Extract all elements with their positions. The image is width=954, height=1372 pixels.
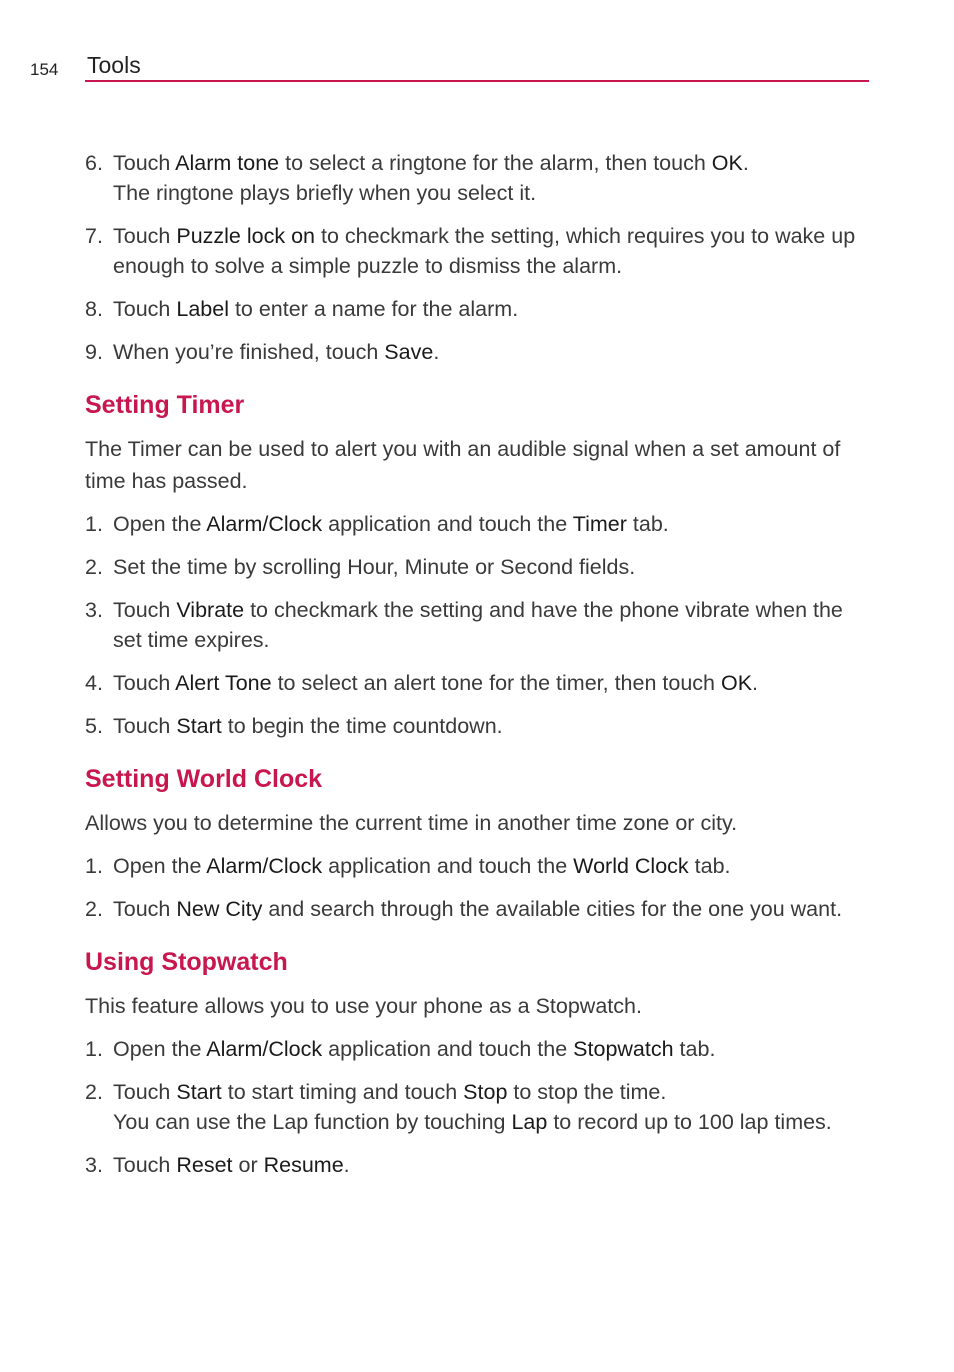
stopwatch-steps-list <box>85 1034 875 1180</box>
step-text: . <box>742 151 749 175</box>
step-number: 7. <box>85 224 103 248</box>
step-text: Touch <box>113 671 176 695</box>
ui-term: Reset <box>176 1153 233 1177</box>
page-header <box>30 52 869 84</box>
list-item <box>85 595 875 655</box>
section-title: Tools <box>87 52 141 78</box>
world-clock-steps-list <box>85 851 875 924</box>
step-text: to start timing and touch <box>221 1080 464 1104</box>
step-text: tab. <box>626 512 669 536</box>
header-rule <box>85 80 869 82</box>
step-text: Touch <box>113 1153 177 1177</box>
list-item <box>85 509 875 539</box>
ui-term: New City <box>176 897 263 921</box>
step-number: 8. <box>85 297 103 321</box>
world-clock-intro: Allows you to determine the current time in another time zone or city. <box>85 811 738 835</box>
step-number: 1. <box>85 512 103 536</box>
ui-term: Puzzle lock on <box>176 224 315 248</box>
step-text: . <box>343 1153 350 1177</box>
step-text: Touch <box>113 714 177 738</box>
ui-term: Alarm/Clock <box>206 854 323 878</box>
step-text: Set the time by scrolling Hour, Minute or Second fields. <box>113 555 636 579</box>
list-item <box>85 221 875 281</box>
ui-term: Timer <box>572 512 627 536</box>
list-item <box>85 711 875 741</box>
step-text: You can use the Lap function by touching <box>113 1110 512 1134</box>
list-item <box>85 1077 875 1137</box>
list-item <box>85 1150 875 1180</box>
ui-term: OK <box>720 671 753 695</box>
ui-term: OK <box>711 151 743 175</box>
step-text: . <box>433 340 440 364</box>
ui-term: Alarm tone <box>175 151 280 175</box>
step-note <box>113 1107 875 1137</box>
step-number: 3. <box>85 598 103 622</box>
ui-term: Alarm/Clock <box>206 512 323 536</box>
step-text: Touch <box>113 224 177 248</box>
step-text: to begin the time countdown. <box>221 714 503 738</box>
ui-term: Alert Tone <box>175 671 272 695</box>
step-number: 4. <box>85 671 103 695</box>
page-content <box>85 148 875 1193</box>
step-text: and search through the available cities for the one you want. <box>262 897 843 921</box>
list-item <box>85 337 875 367</box>
step-text: Touch <box>113 1080 177 1104</box>
step-text: Touch <box>113 897 177 921</box>
ui-term: Vibrate <box>176 598 245 622</box>
step-text: Open the <box>113 512 207 536</box>
list-item <box>85 1034 875 1064</box>
step-number: 6. <box>85 151 103 175</box>
step-number: 2. <box>85 1080 103 1104</box>
step-text: When you’re finished, touch <box>113 340 385 364</box>
list-item <box>85 552 875 582</box>
step-text: to select an alert tone for the timer, then touch <box>271 671 721 695</box>
step-text: Touch <box>113 151 176 175</box>
step-number: 3. <box>85 1153 103 1177</box>
ui-term: World Clock <box>573 854 689 878</box>
step-text: Open the <box>113 1037 207 1061</box>
list-item <box>85 294 875 324</box>
step-number: 1. <box>85 854 103 878</box>
heading-using-stopwatch: Using Stopwatch <box>85 948 288 976</box>
timer-steps-list <box>85 509 875 741</box>
step-number: 2. <box>85 897 103 921</box>
step-text: to checkmark the setting and have the phone vibrate when the set time expires. <box>113 598 843 652</box>
list-item <box>85 668 875 698</box>
step-number: 2. <box>85 555 103 579</box>
heading-setting-world-clock: Setting World Clock <box>85 765 323 793</box>
step-text: to checkmark the setting, which requires you to wake up enough to solve a simple puzzle to dismiss the alarm. <box>113 224 856 278</box>
step-text: Touch <box>113 598 177 622</box>
step-text: to record up to 100 lap times. <box>547 1110 832 1134</box>
list-item <box>85 148 875 208</box>
step-text: application and touch the <box>322 512 573 536</box>
step-text: Touch <box>113 297 177 321</box>
ui-term: Save <box>384 340 434 364</box>
ui-term: Label <box>176 297 229 321</box>
list-item <box>85 894 875 924</box>
page-number: 154 <box>30 60 59 79</box>
step-text: or <box>232 1153 264 1177</box>
intro-steps-list <box>85 148 875 367</box>
timer-intro: The Timer can be used to alert you with an audible signal when a set amount of time has passed. <box>85 437 841 493</box>
step-number: 9. <box>85 340 103 364</box>
step-note: The ringtone plays briefly when you select it. <box>113 181 537 205</box>
ui-term: Lap <box>511 1110 548 1134</box>
ui-term: Stopwatch <box>573 1037 674 1061</box>
step-text: tab. <box>688 854 731 878</box>
step-text: to select a ringtone for the alarm, then touch <box>279 151 712 175</box>
stopwatch-intro: This feature allows you to use your phone as a Stopwatch. <box>85 994 642 1018</box>
step-number: 1. <box>85 1037 103 1061</box>
step-text: . <box>752 671 759 695</box>
step-text: to enter a name for the alarm. <box>228 297 519 321</box>
step-text: application and touch the <box>322 1037 574 1061</box>
step-number: 5. <box>85 714 103 738</box>
step-text: Open the <box>113 854 207 878</box>
ui-term: Alarm/Clock <box>206 1037 323 1061</box>
ui-term: Stop <box>463 1080 508 1104</box>
step-text: to stop the time. <box>507 1080 667 1104</box>
step-text: application and touch the <box>322 854 574 878</box>
ui-term: Resume <box>263 1153 344 1177</box>
ui-term: Start <box>176 714 222 738</box>
list-item <box>85 851 875 881</box>
step-text: tab. <box>673 1037 716 1061</box>
heading-setting-timer: Setting Timer <box>85 391 245 419</box>
ui-term: Start <box>176 1080 222 1104</box>
